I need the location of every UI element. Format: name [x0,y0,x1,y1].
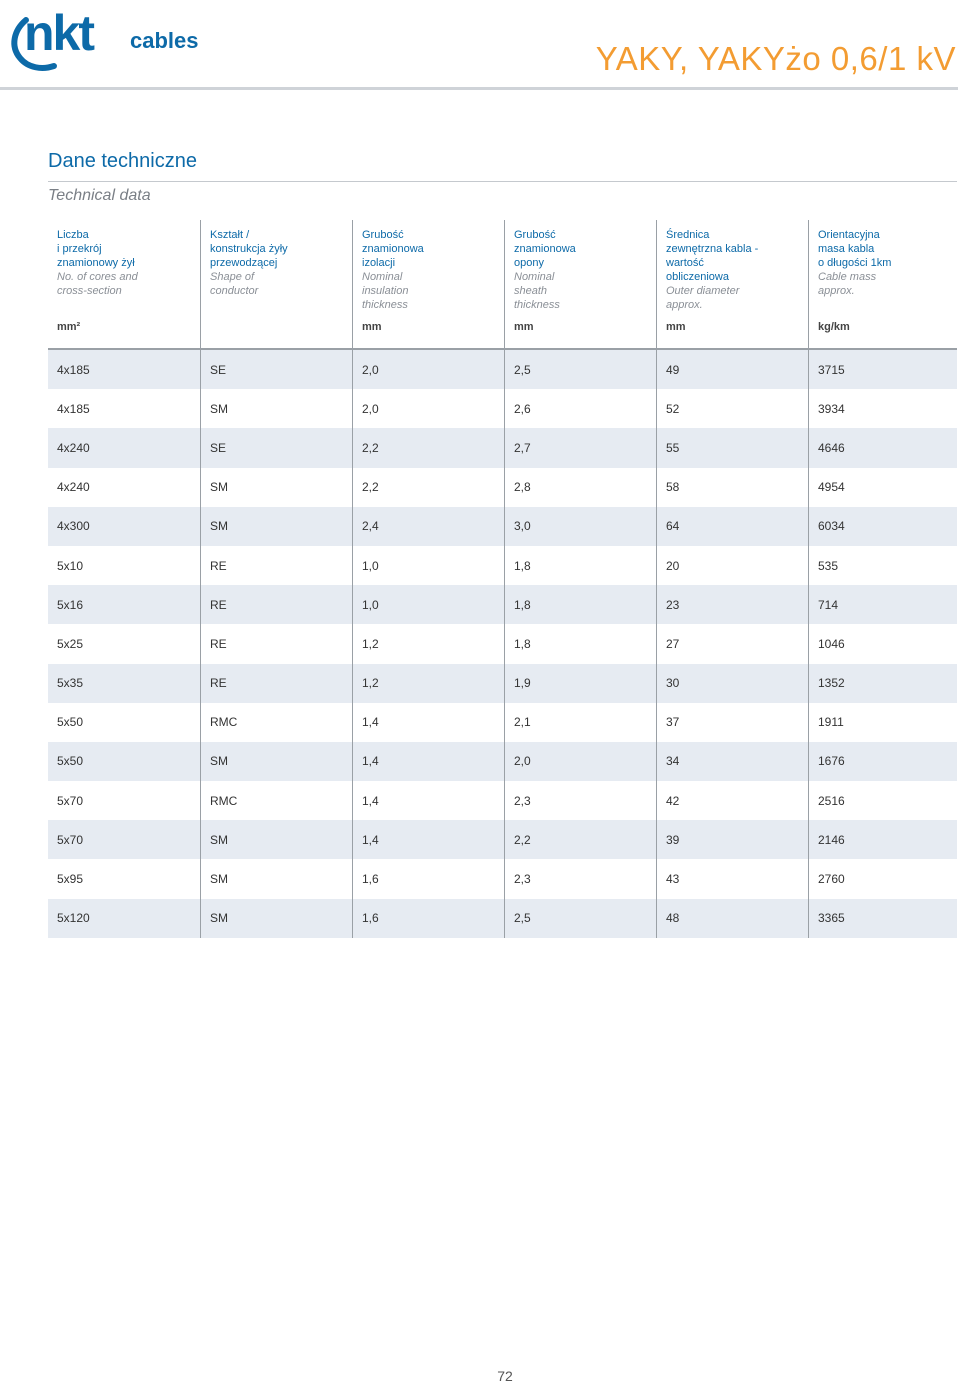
table-header [48,220,957,348]
table-cell: 2,3 [504,859,656,898]
table-cell: 27 [656,624,808,663]
table-cell: 4x300 [48,507,200,546]
table-cell: RMC [200,703,352,742]
nkt-cables-logo [6,2,206,74]
table-cell: 2,0 [352,350,504,389]
table-cell: SM [200,899,352,938]
table-cell: 1352 [808,664,957,703]
table-row [48,703,957,742]
column-header-cable-mass: Orientacyjna masa kabla o długości 1km Cable mass approx. kg/km [808,220,957,348]
table-cell: SM [200,507,352,546]
table-cell: 2,3 [504,781,656,820]
table-row [48,546,957,585]
table-cell: 1046 [808,624,957,663]
table-cell: 5x70 [57,793,84,808]
table-cell: 3934 [808,389,957,428]
table-row [48,507,957,546]
table-cell: 1676 [808,742,957,781]
table-row [48,664,957,703]
table-cell: 2,5 [504,899,656,938]
table-cell: 6034 [808,507,957,546]
table-cell: 1,4 [352,742,504,781]
table-cell: 2,8 [504,468,656,507]
table-cell: 42 [656,781,808,820]
table-row [48,468,957,507]
table-cell: 2,6 [504,389,656,428]
table-cell: 1,9 [504,664,656,703]
table-cell: 5x10 [57,558,84,573]
table-row [48,428,957,467]
table-row [48,742,957,781]
table-row [48,585,957,624]
table-cell: SM [200,820,352,859]
table-cell: 37 [656,703,808,742]
unit-label: kg/km [818,321,850,333]
table-cell: 714 [808,585,957,624]
table-row [48,350,957,389]
table-cell: 39 [656,820,808,859]
table-cell: 5x50 [48,742,200,781]
table-cell: 1,0 [352,546,504,585]
table-cell: 2,1 [504,703,656,742]
column-header-sheath: Grubość znamionowa opony Nominal sheath thickness mm [504,220,656,348]
table-cell: 1,4 [352,820,504,859]
table-cell: 4x240 [57,480,90,495]
table-cell: 5x35 [48,664,200,703]
table-cell: 5x25 [57,636,84,651]
table-cell: SM [200,389,352,428]
table-cell: 23 [656,585,808,624]
table-cell: 5x120 [48,899,200,938]
table-row [48,899,957,938]
table-cell: RE [200,546,352,585]
table-cell: 2,5 [504,350,656,389]
logo-mark: nkt [24,5,93,61]
table-cell: RE [200,585,352,624]
table-cell: 55 [656,428,808,467]
table-cell: 5x95 [57,872,84,887]
table-cell: 2,2 [352,468,504,507]
column-header-cores: Liczba i przekrój znamionowy żył No. of cores and cross-section mm² [57,229,138,333]
table-cell: SM [200,859,352,898]
table-cell: 1911 [808,703,957,742]
table-cell: 2760 [808,859,957,898]
table-cell: SM [200,468,352,507]
table-cell: 3365 [808,899,957,938]
logo-suffix: cables [130,28,199,53]
table-cell: 2,2 [352,428,504,467]
page-number: 72 [497,1368,513,1384]
table-cell: 1,4 [352,781,504,820]
table-cell: 1,6 [352,859,504,898]
table-cell: 20 [656,546,808,585]
table-cell: 1,2 [352,664,504,703]
table-cell: 2,0 [504,742,656,781]
table-cell: 2,7 [504,428,656,467]
table-cell: 5x70 [48,820,200,859]
table-cell: 30 [656,664,808,703]
table-cell: 1,0 [352,585,504,624]
table-cell: 1,8 [504,624,656,663]
technical-data-table [48,220,957,938]
table-cell: 52 [656,389,808,428]
table-cell: 34 [656,742,808,781]
table-cell: 49 [656,350,808,389]
table-cell: 1,8 [504,585,656,624]
table-cell: 1,6 [352,899,504,938]
section-title: Dane techniczne [48,150,197,172]
table-cell: 5x50 [57,715,84,730]
table-cell: RE [200,664,352,703]
unit-label: mm² [57,321,81,333]
unit-label: mm [362,321,382,333]
table-cell: RMC [200,781,352,820]
table-cell: 1,2 [352,624,504,663]
table-cell: 4x185 [57,401,90,416]
table-cell: 2,2 [504,820,656,859]
table-row [48,859,957,898]
table-cell: 3715 [808,350,957,389]
table-cell: SE [200,428,352,467]
table-cell: 4x240 [48,428,200,467]
table-cell: 2516 [808,781,957,820]
table-cell: 4954 [808,468,957,507]
table-row [48,820,957,859]
table-cell: RE [200,624,352,663]
table-cell: 2146 [808,820,957,859]
unit-label: mm [514,321,534,333]
table-row [48,781,957,820]
table-cell: 43 [656,859,808,898]
table-cell: 48 [656,899,808,938]
column-header-outer-diameter: Średnica zewnętrzna kabla - wartość obliczeniowa Outer diameter approx. mm [656,220,808,348]
table-cell: SE [200,350,352,389]
header-divider [0,87,958,90]
table-cell: SM [200,742,352,781]
document-title: YAKY, YAKYżo 0,6/1 kV [595,40,956,77]
table-cell: 4x185 [48,350,200,389]
table-row [48,624,957,663]
table-row [48,389,957,428]
section-subtitle: Technical data [48,187,151,204]
table-cell: 535 [808,546,957,585]
section-divider [48,181,957,182]
unit-label: mm [666,321,686,333]
table-cell: 2,4 [352,507,504,546]
table-cell: 2,0 [352,389,504,428]
table-cell: 5x16 [48,585,200,624]
table-body [48,350,957,938]
table-cell: 4646 [808,428,957,467]
table-cell: 1,8 [504,546,656,585]
column-header-insulation: Grubość znamionowa izolacji Nominal insulation thickness mm [352,220,504,348]
table-cell: 1,4 [352,703,504,742]
table-cell: 58 [656,468,808,507]
column-header-conductor-shape: Kształt / konstrukcja żyły przewodzącej Shape of conductor [200,220,352,348]
table-cell: 64 [656,507,808,546]
table-cell: 3,0 [504,507,656,546]
